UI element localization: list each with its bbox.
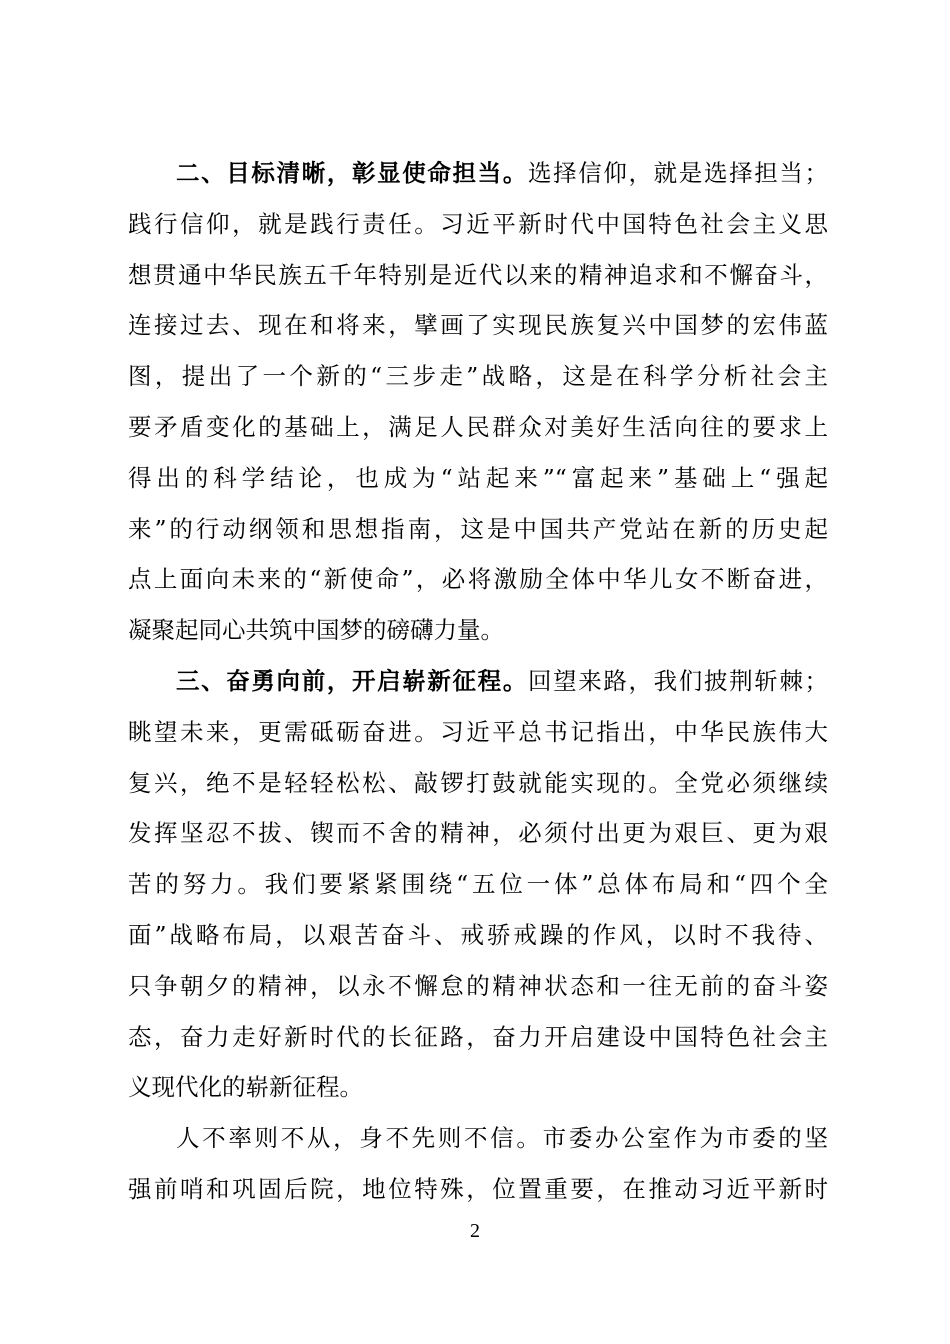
- paragraph-line: 眺望未来，更需砥砺奋进。习近平总书记指出，中华民族伟大: [128, 717, 828, 746]
- paragraph-line: 得出的科学结论，也成为“站起来”“富起来”基础上“强起: [128, 463, 828, 492]
- paragraph-line: 图，提出了一个新的“三步走”战略，这是在科学分析社会主: [128, 362, 828, 391]
- paragraph-line: 凝聚起同心共筑中国梦的磅礴力量。: [128, 616, 504, 645]
- paragraph-line: 面”战略布局，以艰苦奋斗、戒骄戒躁的作风，以时不我待、: [128, 920, 828, 949]
- paragraph-line: 践行信仰，就是践行责任。习近平新时代中国特色社会主义思: [128, 209, 828, 238]
- paragraph-line: 来”的行动纲领和思想指南，这是中国共产党站在新的历史起: [128, 514, 828, 543]
- section-heading-2: 二、目标清晰，彰显使命担当。: [176, 159, 528, 187]
- paragraph-text: 选择信仰，就是选择担当；: [527, 159, 829, 187]
- paragraph-text: 回望来路，我们披荆斩棘；: [527, 666, 829, 695]
- section-heading-3: 三、奋勇向前，开启崭新征程。: [176, 666, 528, 695]
- paragraph-line: 强前哨和巩固后院，地位特殊，位置重要，在推动习近平新时: [128, 1174, 828, 1203]
- paragraph-line: 态，奋力走好新时代的长征路，奋力开启建设中国特色社会主: [128, 1022, 828, 1051]
- page-number: 2: [470, 1220, 480, 1242]
- paragraph-line: 要矛盾变化的基础上，满足人民群众对美好生活向往的要求上: [128, 412, 828, 441]
- paragraph-line: 点上面向未来的“新使命”，必将激励全体中华儿女不断奋进，: [128, 565, 828, 594]
- paragraph-4-line-1: 人不率则不从，身不先则不信。市委办公室作为市委的坚: [176, 1124, 828, 1153]
- paragraph-3-line-1: [128, 656, 828, 707]
- body-text: [128, 148, 828, 1215]
- paragraph-line: 义现代化的崭新征程。: [128, 1073, 363, 1102]
- paragraph-line: 想贯通中华民族五千年特别是近代以来的精神追求和不懈奋斗，: [128, 260, 828, 289]
- paragraph-line: 连接过去、现在和将来，擘画了实现民族复兴中国梦的宏伟蓝: [128, 311, 828, 340]
- paragraph-line: 复兴，绝不是轻轻松松、敲锣打鼓就能实现的。全党必须继续: [128, 768, 828, 797]
- paragraph-2-line-1: [128, 148, 828, 199]
- paragraph-line: 只争朝夕的精神，以永不懈怠的精神状态和一往无前的奋斗姿: [128, 971, 828, 1000]
- paragraph-line: 苦的努力。我们要紧紧围绕“五位一体”总体布局和“四个全: [128, 870, 828, 899]
- paragraph-line: 发挥坚忍不拔、锲而不舍的精神，必须付出更为艰巨、更为艰: [128, 819, 828, 848]
